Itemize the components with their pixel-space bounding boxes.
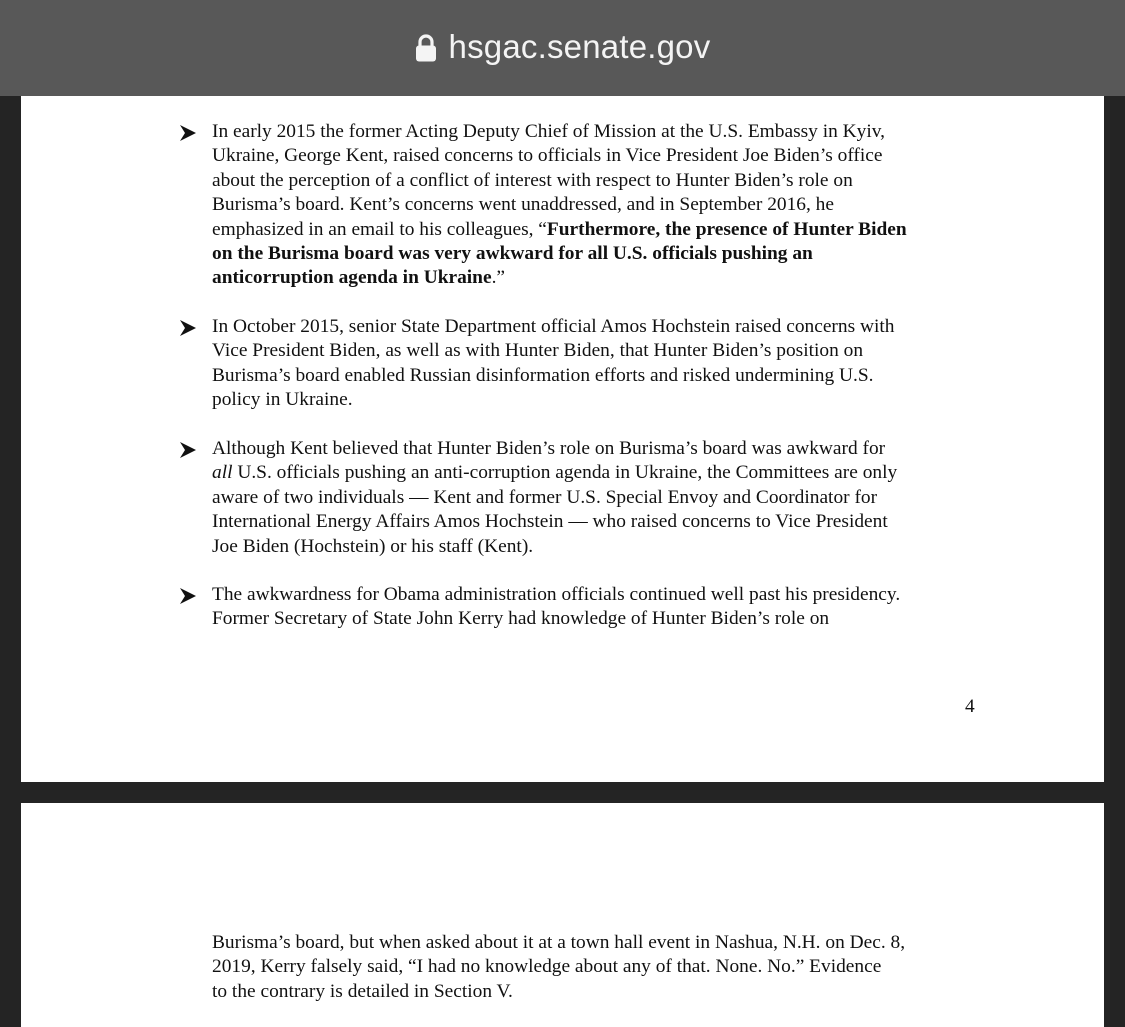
bullet-text [212, 315, 982, 413]
page-number: 4 [965, 696, 975, 717]
arrowhead-bullet-icon [179, 319, 197, 337]
document-page-4 [21, 96, 1104, 782]
bullet-text [212, 120, 982, 291]
arrowhead-bullet-icon [179, 441, 197, 459]
bullet-text [212, 437, 982, 559]
bullet-text-segment: all [212, 462, 233, 484]
bullet-text-segment: Furthermore, the presence of Hunter Biden on the Burisma board was very awkward for all U.S. officials pushing an anticorruption agenda in Ukraine [212, 218, 907, 289]
arrowhead-bullet-icon [179, 124, 197, 142]
lock-icon [415, 33, 437, 63]
bullet-text-segment: .” [491, 267, 506, 289]
bullet-text-segment: The awkwardness for Obama administration officials continued well past his presidency. Former Secretary of State John Kerry had knowledge of Hunter Biden’s role on [212, 584, 901, 630]
arrowhead-bullet-icon [179, 587, 197, 605]
bullet-text-segment: U.S. officials pushing an anti-corruption agenda in Ukraine, the Committees are only aware of two individuals — Kent and former U.S. Special Envoy and Coordinator for International Energy Affairs Amos Hochstein — who raised concerns to Vice President Joe Biden (Hochstein) or his staff (Kent). [212, 462, 898, 557]
bullet-text-segment: Although Kent believed that Hunter Biden’s role on Burisma’s board was awkward for [212, 438, 886, 459]
continued-paragraph: Burisma’s board, but when asked about it at a town hall event in Nashua, N.H. on Dec. 8, 2019, Kerry falsely said, “I had no knowledge about any of that. None. No.” Evidence to the contrary is detailed in Section V. [212, 932, 906, 1002]
url-text: hsgac.senate.gov [448, 28, 711, 65]
document-page-5 [21, 803, 1104, 1027]
bullet-text-segment: In early 2015 the former Acting Deputy Chief of Mission at the U.S. Embassy in Kyiv, Ukraine, George Kent, raised concerns to officials in Vice President Joe Biden’s office about the perception of a conflict of interest with respect to Hunter Biden’s role on Burisma’s board. Kent’s concerns went unaddressed, and in September 2016, he emphasized in an email to his colleagues, “ [212, 121, 885, 240]
address-field[interactable] [415, 28, 711, 66]
bullet-text [212, 583, 982, 632]
bullet-text-segment: In October 2015, senior State Department official Amos Hochstein raised concerns with Vice President Biden, as well as with Hunter Biden, that Hunter Biden’s position on Burisma’s board enabled Russian disinformation efforts and risked undermining U.S. policy in Ukraine. [212, 316, 895, 411]
address-bar[interactable] [0, 0, 1125, 96]
